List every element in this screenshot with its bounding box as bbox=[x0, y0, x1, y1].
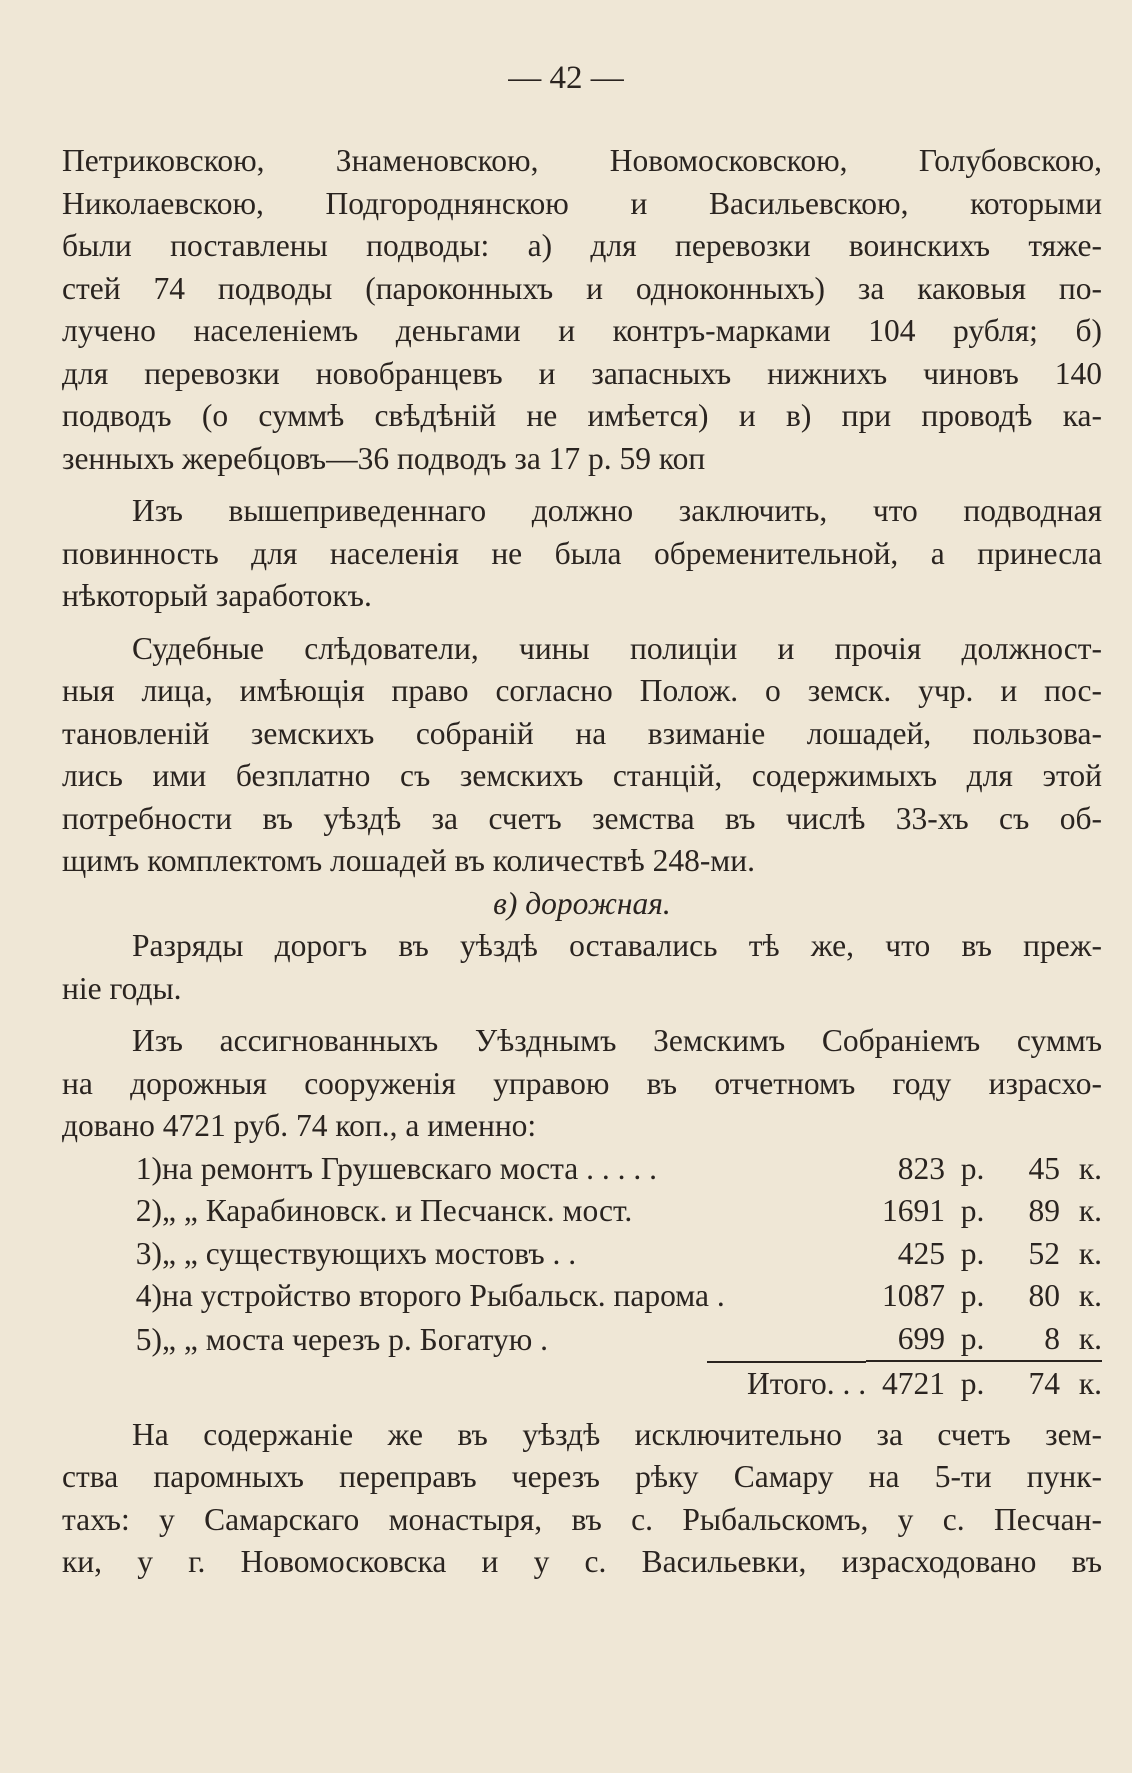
paragraph-3 bbox=[62, 628, 1102, 883]
text-line: Судебные слѣдователи, чины полиціи и прочія должност- bbox=[132, 630, 1102, 666]
text-line: Изъ ассигнованныхъ Уѣзднымъ Земскимъ Собраніемъ суммъ bbox=[132, 1023, 1102, 1058]
paragraph-2 bbox=[62, 490, 1102, 618]
rub-unit: р. bbox=[960, 1320, 985, 1356]
paragraph-6 bbox=[62, 1414, 1102, 1584]
item-description: „ „ моста черезъ р. Богатую . bbox=[162, 1321, 548, 1357]
text-line: ныя лица, имѣющія право согласно Полож. о земск. учр. и пос- bbox=[62, 673, 1102, 708]
section-title: в) дорожная. bbox=[493, 885, 671, 921]
table-row bbox=[62, 1190, 1102, 1233]
kop-unit: к. bbox=[1078, 1150, 1102, 1186]
text-line: нѣкоторый заработокъ. bbox=[62, 578, 372, 613]
kop-unit: к. bbox=[1078, 1278, 1102, 1313]
text-line: лучено населеніемъ деньгами и контръ-марками 104 рубля; б) bbox=[62, 313, 1102, 348]
item-rubles: 1691 bbox=[882, 1193, 945, 1228]
text-line: потребности въ уѣздѣ за счетъ земства въ числѣ 33-хъ съ об- bbox=[62, 800, 1102, 836]
rub-unit: р. bbox=[945, 1361, 1000, 1406]
item-kopecks: 89 bbox=[1028, 1193, 1060, 1228]
text-line: на дорожныя сооруженія управою въ отчетномъ году израсхо- bbox=[62, 1065, 1102, 1101]
item-rubles: 1087 bbox=[882, 1278, 945, 1313]
item-rubles: 823 bbox=[897, 1150, 945, 1186]
text-line: повинность для населенія не была обременительной, а принесла bbox=[62, 535, 1102, 571]
item-description: на ремонтъ Грушевскаго моста . . . . . bbox=[162, 1150, 658, 1186]
total-label: Итого. . . bbox=[707, 1361, 866, 1406]
table-row bbox=[62, 1233, 1102, 1276]
rub-unit: р. bbox=[960, 1193, 985, 1228]
text-line: лись ими безплатно съ земскихъ станцій, содержимыхъ для этой bbox=[62, 758, 1102, 793]
text-line: Изъ вышеприведеннаго должно заключить, что подводная bbox=[132, 493, 1102, 528]
item-description: на устройство второго Рыбальск. парома . bbox=[162, 1278, 725, 1313]
item-number: 4) bbox=[135, 1278, 162, 1313]
expense-table bbox=[62, 1148, 1102, 1406]
text-line: зенныхъ жеребцовъ—36 подводъ за 17 р. 59 коп bbox=[62, 440, 706, 476]
text-line: для перевозки новобранцевъ и запасныхъ нижнихъ чиновъ 140 bbox=[62, 355, 1102, 391]
item-kopecks: 52 bbox=[1028, 1235, 1060, 1271]
item-rubles: 425 bbox=[897, 1235, 945, 1271]
text-line: стей 74 подводы (пароконныхъ и одноконныхъ) за каковыя по- bbox=[62, 270, 1102, 306]
text-line: Николаевскою, Подгороднянскою и Васильевскою, которыми bbox=[62, 185, 1102, 221]
text-line: были поставлены подводы: а) для перевозки воинскихъ тяже- bbox=[62, 228, 1102, 263]
table-row bbox=[62, 1318, 1102, 1362]
text-line: тахъ: у Самарскаго монастыря, въ с. Рыбальскомъ, у с. Песчан- bbox=[62, 1501, 1102, 1537]
text-line: ніе годы. bbox=[62, 970, 182, 1006]
rub-unit: р. bbox=[960, 1150, 985, 1186]
rub-unit: р. bbox=[960, 1278, 985, 1313]
kop-unit: к. bbox=[1078, 1320, 1102, 1356]
text-line: щимъ комплектомъ лошадей въ количествѣ 248-ми. bbox=[62, 843, 755, 878]
table-row bbox=[62, 1148, 1102, 1191]
paragraph-5 bbox=[62, 1020, 1102, 1148]
total-kopecks: 74 bbox=[1000, 1361, 1060, 1406]
table-row bbox=[62, 1275, 1102, 1318]
item-rubles: 699 bbox=[897, 1320, 945, 1356]
total-row bbox=[62, 1361, 1102, 1406]
item-number: 1) bbox=[135, 1150, 162, 1186]
body-text bbox=[62, 140, 1102, 1584]
page-number: — 42 — bbox=[508, 60, 624, 96]
text-line: Петриковскою, Знаменовскою, Новомосковскою, Голубовскою, bbox=[62, 143, 1102, 178]
item-number: 2) bbox=[135, 1193, 162, 1228]
paragraph-4 bbox=[62, 925, 1102, 1010]
kop-unit: к. bbox=[1060, 1361, 1102, 1406]
kop-unit: к. bbox=[1078, 1193, 1102, 1228]
item-number: 3) bbox=[135, 1235, 162, 1271]
item-description: „ „ Карабиновск. и Песчанск. мост. bbox=[162, 1193, 633, 1228]
paragraph-1 bbox=[62, 140, 1102, 480]
text-line: Разряды дорогъ въ уѣздѣ оставались тѣ же, что въ преж- bbox=[132, 928, 1102, 963]
rub-unit: р. bbox=[960, 1235, 985, 1271]
total-rubles: 4721 bbox=[866, 1361, 945, 1406]
text-line: На содержаніе же въ уѣздѣ исключительно за счетъ зем- bbox=[132, 1416, 1102, 1452]
item-kopecks: 8 bbox=[1044, 1320, 1060, 1356]
item-number: 5) bbox=[135, 1321, 162, 1357]
text-line: подводъ (о суммѣ свѣдѣній не имѣется) и в) при проводѣ ка- bbox=[62, 398, 1102, 433]
text-line: тановленій земскихъ собраній на взиманіе лошадей, пользова- bbox=[62, 715, 1102, 751]
text-line: ки, у г. Новомосковска и у с. Васильевки, израсходовано въ bbox=[62, 1544, 1102, 1579]
text-line: ства паромныхъ переправъ черезъ рѣку Самару на 5-ти пунк- bbox=[62, 1459, 1102, 1494]
item-kopecks: 80 bbox=[1028, 1278, 1060, 1313]
kop-unit: к. bbox=[1078, 1235, 1102, 1271]
text-line: довано 4721 руб. 74 коп., а именно: bbox=[62, 1108, 537, 1143]
item-description: „ „ существующихъ мостовъ . . bbox=[162, 1235, 577, 1271]
item-kopecks: 45 bbox=[1028, 1150, 1060, 1186]
